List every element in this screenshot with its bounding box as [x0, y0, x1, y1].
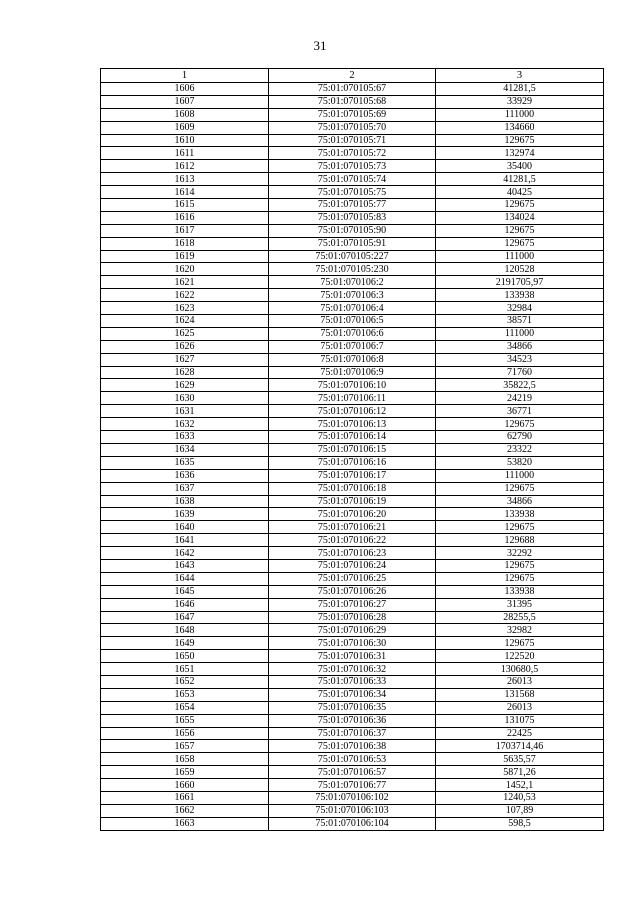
table-row: [101, 276, 604, 289]
row-number-cell: 1629: [101, 379, 269, 392]
value-cell: 129675: [436, 224, 604, 237]
row-number-cell: 1618: [101, 237, 269, 250]
registry-table: [100, 68, 604, 831]
table-row: [101, 199, 604, 212]
value-cell: 111000: [436, 108, 604, 121]
value-cell: 32292: [436, 547, 604, 560]
cadastral-number-cell: 75:01:070106:31: [269, 650, 436, 663]
value-cell: 71760: [436, 366, 604, 379]
row-number-cell: 1607: [101, 95, 269, 108]
row-number-cell: 1637: [101, 482, 269, 495]
cadastral-number-cell: 75:01:070106:77: [269, 779, 436, 792]
table-row: [101, 392, 604, 405]
table-row: [101, 366, 604, 379]
row-number-cell: 1613: [101, 173, 269, 186]
value-cell: 2191705,97: [436, 276, 604, 289]
row-number-cell: 1657: [101, 740, 269, 753]
row-number-cell: 1616: [101, 211, 269, 224]
cadastral-number-cell: 75:01:070106:10: [269, 379, 436, 392]
row-number-cell: 1653: [101, 688, 269, 701]
cadastral-number-cell: 75:01:070105:230: [269, 263, 436, 276]
row-number-cell: 1627: [101, 353, 269, 366]
value-cell: 34866: [436, 340, 604, 353]
value-cell: 36771: [436, 405, 604, 418]
cadastral-number-cell: 75:01:070106:8: [269, 353, 436, 366]
row-number-cell: 1634: [101, 443, 269, 456]
cadastral-number-cell: 75:01:070106:26: [269, 585, 436, 598]
table-row: [101, 353, 604, 366]
table-row: [101, 508, 604, 521]
cadastral-number-cell: 75:01:070105:67: [269, 83, 436, 96]
value-cell: 120528: [436, 263, 604, 276]
table-row: [101, 340, 604, 353]
row-number-cell: 1639: [101, 508, 269, 521]
value-cell: 129675: [436, 199, 604, 212]
table-row: [101, 315, 604, 328]
row-number-cell: 1612: [101, 160, 269, 173]
value-cell: 134024: [436, 211, 604, 224]
cadastral-number-cell: 75:01:070106:104: [269, 817, 436, 830]
row-number-cell: 1638: [101, 495, 269, 508]
value-cell: 129675: [436, 637, 604, 650]
table-row: [101, 469, 604, 482]
cadastral-number-cell: 75:01:070106:28: [269, 611, 436, 624]
value-cell: 129675: [436, 482, 604, 495]
cadastral-number-cell: 75:01:070105:90: [269, 224, 436, 237]
table-row: [101, 456, 604, 469]
row-number-cell: 1642: [101, 547, 269, 560]
value-cell: 5635,57: [436, 753, 604, 766]
value-cell: 111000: [436, 469, 604, 482]
cadastral-number-cell: 75:01:070105:73: [269, 160, 436, 173]
cadastral-number-cell: 75:01:070106:7: [269, 340, 436, 353]
cadastral-number-cell: 75:01:070106:57: [269, 766, 436, 779]
cadastral-number-cell: 75:01:070106:37: [269, 727, 436, 740]
value-cell: 132974: [436, 147, 604, 160]
row-number-cell: 1633: [101, 431, 269, 444]
row-number-cell: 1632: [101, 418, 269, 431]
table-row: [101, 495, 604, 508]
table-row: [101, 405, 604, 418]
cadastral-number-cell: 75:01:070105:69: [269, 108, 436, 121]
row-number-cell: 1628: [101, 366, 269, 379]
table-row: [101, 327, 604, 340]
row-number-cell: 1655: [101, 714, 269, 727]
cadastral-number-cell: 75:01:070106:3: [269, 289, 436, 302]
table-row: [101, 701, 604, 714]
cadastral-number-cell: 75:01:070106:102: [269, 791, 436, 804]
table-row: [101, 572, 604, 585]
cadastral-number-cell: 75:01:070105:77: [269, 199, 436, 212]
row-number-cell: 1625: [101, 327, 269, 340]
value-cell: 53820: [436, 456, 604, 469]
row-number-cell: 1622: [101, 289, 269, 302]
value-cell: 129688: [436, 534, 604, 547]
table-body: [101, 83, 604, 831]
row-number-cell: 1659: [101, 766, 269, 779]
cadastral-number-cell: 75:01:070106:35: [269, 701, 436, 714]
row-number-cell: 1619: [101, 250, 269, 263]
value-cell: 35822,5: [436, 379, 604, 392]
table-row: [101, 443, 604, 456]
value-cell: 133938: [436, 508, 604, 521]
cadastral-number-cell: 75:01:070106:22: [269, 534, 436, 547]
cadastral-number-cell: 75:01:070106:30: [269, 637, 436, 650]
table-header: [101, 69, 604, 83]
row-number-cell: 1656: [101, 727, 269, 740]
row-number-cell: 1647: [101, 611, 269, 624]
cadastral-number-cell: 75:01:070106:19: [269, 495, 436, 508]
table-row: [101, 418, 604, 431]
value-cell: 32984: [436, 302, 604, 315]
table-row: [101, 95, 604, 108]
value-cell: 23322: [436, 443, 604, 456]
value-cell: 41281,5: [436, 173, 604, 186]
page-number: 31: [313, 38, 327, 53]
column-header-1: 1: [101, 69, 269, 83]
cadastral-number-cell: 75:01:070106:20: [269, 508, 436, 521]
row-number-cell: 1660: [101, 779, 269, 792]
table-row: [101, 740, 604, 753]
table-row: [101, 211, 604, 224]
value-cell: 40425: [436, 186, 604, 199]
table-row: [101, 173, 604, 186]
value-cell: 22425: [436, 727, 604, 740]
table-row: [101, 160, 604, 173]
table-row: [101, 224, 604, 237]
table-row: [101, 598, 604, 611]
table-row: [101, 624, 604, 637]
cadastral-number-cell: 75:01:070105:71: [269, 134, 436, 147]
row-number-cell: 1630: [101, 392, 269, 405]
table-row: [101, 675, 604, 688]
value-cell: 1703714,46: [436, 740, 604, 753]
table-row: [101, 611, 604, 624]
cadastral-number-cell: 75:01:070106:21: [269, 521, 436, 534]
table-row: [101, 534, 604, 547]
value-cell: 129675: [436, 572, 604, 585]
value-cell: 111000: [436, 250, 604, 263]
value-cell: 34866: [436, 495, 604, 508]
cadastral-number-cell: 75:01:070106:16: [269, 456, 436, 469]
row-number-cell: 1624: [101, 315, 269, 328]
cadastral-number-cell: 75:01:070106:14: [269, 431, 436, 444]
value-cell: 131568: [436, 688, 604, 701]
row-number-cell: 1615: [101, 199, 269, 212]
table-row: [101, 650, 604, 663]
row-number-cell: 1648: [101, 624, 269, 637]
cadastral-number-cell: 75:01:070105:75: [269, 186, 436, 199]
table-row: [101, 302, 604, 315]
value-cell: 129675: [436, 521, 604, 534]
row-number-cell: 1661: [101, 791, 269, 804]
value-cell: 129675: [436, 559, 604, 572]
table-row: [101, 779, 604, 792]
value-cell: 130680,5: [436, 663, 604, 676]
table-row: [101, 263, 604, 276]
row-number-cell: 1654: [101, 701, 269, 714]
cadastral-number-cell: 75:01:070105:74: [269, 173, 436, 186]
cadastral-number-cell: 75:01:070106:27: [269, 598, 436, 611]
row-number-cell: 1608: [101, 108, 269, 121]
value-cell: 107,89: [436, 804, 604, 817]
value-cell: 24219: [436, 392, 604, 405]
row-number-cell: 1650: [101, 650, 269, 663]
value-cell: 34523: [436, 353, 604, 366]
cadastral-number-cell: 75:01:070106:25: [269, 572, 436, 585]
table-row: [101, 559, 604, 572]
cadastral-number-cell: 75:01:070106:32: [269, 663, 436, 676]
value-cell: 129675: [436, 418, 604, 431]
value-cell: 32982: [436, 624, 604, 637]
cadastral-number-cell: 75:01:070106:36: [269, 714, 436, 727]
row-number-cell: 1623: [101, 302, 269, 315]
table-row: [101, 791, 604, 804]
value-cell: 129675: [436, 134, 604, 147]
cadastral-number-cell: 75:01:070105:72: [269, 147, 436, 160]
row-number-cell: 1658: [101, 753, 269, 766]
value-cell: 133938: [436, 289, 604, 302]
table-row: [101, 688, 604, 701]
value-cell: 598,5: [436, 817, 604, 830]
cadastral-number-cell: 75:01:070106:12: [269, 405, 436, 418]
cadastral-number-cell: 75:01:070106:15: [269, 443, 436, 456]
table-row: [101, 547, 604, 560]
cadastral-number-cell: 75:01:070106:38: [269, 740, 436, 753]
table-row: [101, 431, 604, 444]
cadastral-number-cell: 75:01:070106:2: [269, 276, 436, 289]
cadastral-number-cell: 75:01:070106:18: [269, 482, 436, 495]
header-row: [101, 69, 604, 83]
cadastral-number-cell: 75:01:070106:53: [269, 753, 436, 766]
cadastral-number-cell: 75:01:070106:29: [269, 624, 436, 637]
table-row: [101, 663, 604, 676]
table-row: [101, 379, 604, 392]
value-cell: 31395: [436, 598, 604, 611]
row-number-cell: 1617: [101, 224, 269, 237]
cadastral-number-cell: 75:01:070106:23: [269, 547, 436, 560]
table-row: [101, 766, 604, 779]
row-number-cell: 1621: [101, 276, 269, 289]
value-cell: 111000: [436, 327, 604, 340]
value-cell: 38571: [436, 315, 604, 328]
row-number-cell: 1640: [101, 521, 269, 534]
table-row: [101, 585, 604, 598]
value-cell: 26013: [436, 701, 604, 714]
value-cell: 41281,5: [436, 83, 604, 96]
value-cell: 28255,5: [436, 611, 604, 624]
cadastral-number-cell: 75:01:070106:11: [269, 392, 436, 405]
row-number-cell: 1635: [101, 456, 269, 469]
row-number-cell: 1626: [101, 340, 269, 353]
row-number-cell: 1636: [101, 469, 269, 482]
cadastral-number-cell: 75:01:070106:13: [269, 418, 436, 431]
row-number-cell: 1609: [101, 121, 269, 134]
row-number-cell: 1646: [101, 598, 269, 611]
table-row: [101, 637, 604, 650]
table-row: [101, 134, 604, 147]
table-row: [101, 521, 604, 534]
value-cell: 131075: [436, 714, 604, 727]
cadastral-number-cell: 75:01:070105:70: [269, 121, 436, 134]
table-row: [101, 147, 604, 160]
value-cell: 62790: [436, 431, 604, 444]
value-cell: 35400: [436, 160, 604, 173]
table-row: [101, 250, 604, 263]
cadastral-number-cell: 75:01:070106:103: [269, 804, 436, 817]
table-row: [101, 289, 604, 302]
value-cell: 1240,53: [436, 791, 604, 804]
cadastral-number-cell: 75:01:070106:5: [269, 315, 436, 328]
table-row: [101, 186, 604, 199]
column-header-2: 2: [269, 69, 436, 83]
cadastral-number-cell: 75:01:070106:6: [269, 327, 436, 340]
row-number-cell: 1651: [101, 663, 269, 676]
table-row: [101, 237, 604, 250]
row-number-cell: 1662: [101, 804, 269, 817]
value-cell: 122520: [436, 650, 604, 663]
cadastral-number-cell: 75:01:070106:4: [269, 302, 436, 315]
row-number-cell: 1620: [101, 263, 269, 276]
value-cell: 5871,26: [436, 766, 604, 779]
value-cell: 129675: [436, 237, 604, 250]
row-number-cell: 1645: [101, 585, 269, 598]
cadastral-number-cell: 75:01:070106:17: [269, 469, 436, 482]
value-cell: 33929: [436, 95, 604, 108]
row-number-cell: 1643: [101, 559, 269, 572]
cadastral-number-cell: 75:01:070105:68: [269, 95, 436, 108]
row-number-cell: 1644: [101, 572, 269, 585]
cadastral-number-cell: 75:01:070105:83: [269, 211, 436, 224]
table-row: [101, 482, 604, 495]
cadastral-number-cell: 75:01:070106:9: [269, 366, 436, 379]
row-number-cell: 1614: [101, 186, 269, 199]
row-number-cell: 1606: [101, 83, 269, 96]
row-number-cell: 1652: [101, 675, 269, 688]
row-number-cell: 1611: [101, 147, 269, 160]
row-number-cell: 1610: [101, 134, 269, 147]
value-cell: 134660: [436, 121, 604, 134]
value-cell: 26013: [436, 675, 604, 688]
table-row: [101, 817, 604, 830]
cadastral-number-cell: 75:01:070106:24: [269, 559, 436, 572]
table-row: [101, 714, 604, 727]
value-cell: 1452,1: [436, 779, 604, 792]
table-row: [101, 83, 604, 96]
row-number-cell: 1649: [101, 637, 269, 650]
row-number-cell: 1631: [101, 405, 269, 418]
cadastral-number-cell: 75:01:070105:227: [269, 250, 436, 263]
table-row: [101, 108, 604, 121]
cadastral-number-cell: 75:01:070105:91: [269, 237, 436, 250]
table-row: [101, 121, 604, 134]
cadastral-number-cell: 75:01:070106:34: [269, 688, 436, 701]
table-row: [101, 753, 604, 766]
table-row: [101, 727, 604, 740]
table-row: [101, 804, 604, 817]
cadastral-number-cell: 75:01:070106:33: [269, 675, 436, 688]
column-header-3: 3: [436, 69, 604, 83]
value-cell: 133938: [436, 585, 604, 598]
row-number-cell: 1663: [101, 817, 269, 830]
row-number-cell: 1641: [101, 534, 269, 547]
